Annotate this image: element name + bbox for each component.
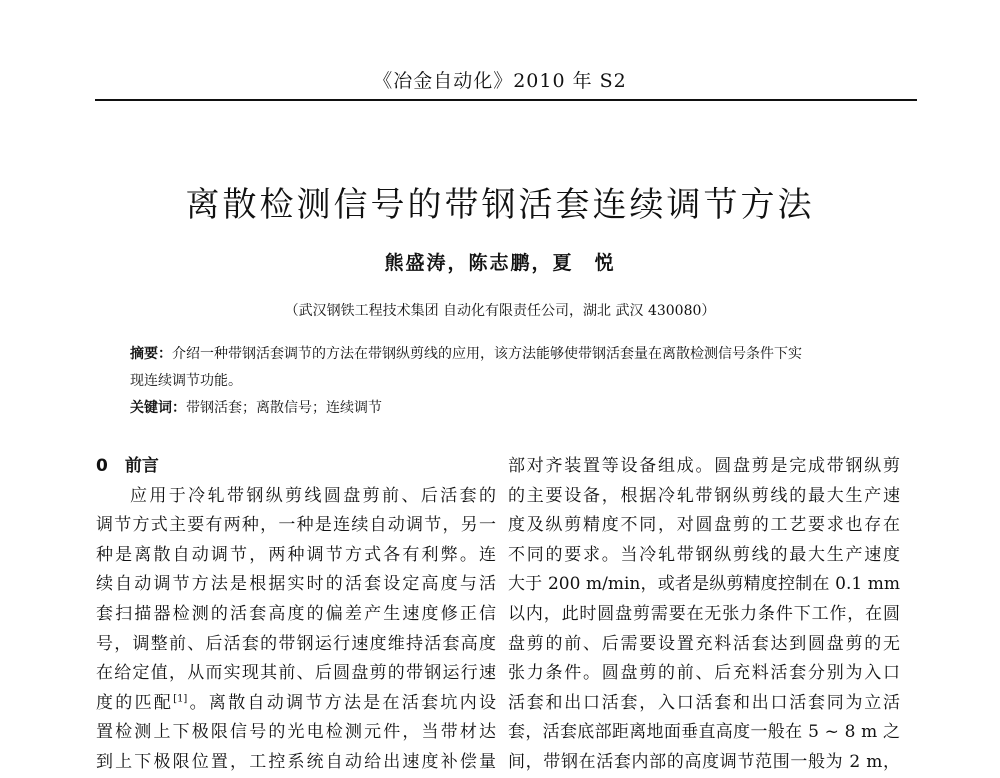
body-line: 以内，此时圆盘剪需要在无张力条件下工作，在圆	[508, 603, 900, 624]
header-rule	[95, 99, 917, 101]
paper-title: 离散检测信号的带钢活套连续调节方法	[185, 185, 815, 225]
body-line: 度及纵剪精度不同，对圆盘剪的工艺要求也存在	[508, 515, 900, 536]
body-line: 的主要设备，根据冷轧带钢纵剪线的最大生产速	[508, 485, 900, 506]
keywords-label: 关键词：	[130, 400, 186, 416]
body-line: 活套和出口活套，入口活套和出口活套同为立活	[508, 692, 900, 713]
body-line: 在给定值，从而实现其前、后圆盘剪的带钢运行速	[96, 663, 496, 684]
section-heading	[96, 452, 496, 482]
abstract-text-2: 现连续调节功能。	[130, 373, 242, 389]
paper-authors: 熊盛涛，陈志鹏，夏 悦	[384, 252, 616, 274]
running-head: 《冶金自动化》2010 年 S2	[373, 70, 627, 92]
body-text: 度的匹配	[96, 692, 174, 713]
section-title: 前言	[124, 456, 159, 476]
body-line: 到上下极限位置，工控系统自动给出速度补偿量	[96, 751, 496, 772]
abstract-line-1	[130, 343, 900, 363]
right-column	[508, 452, 900, 778]
citation-ref: [1]	[173, 693, 188, 705]
keywords-text: 带钢活套；离散信号；连续调节	[186, 400, 382, 416]
body-line: 盘剪的前、后需要设置充料活套达到圆盘剪的无	[508, 633, 900, 654]
body-line: 大于 200 m/min，或者是纵剪精度控制在 0.1 mm	[508, 574, 900, 595]
body-line-with-citation	[96, 689, 496, 719]
body-line: 部对齐装置等设备组成。圆盘剪是完成带钢纵剪	[508, 456, 900, 476]
body-line: 套，活套底部距离地面垂直高度一般在 5 ~ 8 m 之	[508, 722, 900, 743]
section-number: 0	[96, 456, 108, 476]
body-line: 不同的要求。当冷轧带钢纵剪线的最大生产速度	[508, 544, 900, 565]
body-text: 。离散自动调节方法是在活套坑内设	[187, 692, 497, 713]
body-line: 应用于冷轧带钢纵剪线圆盘剪前、后活套的	[130, 485, 496, 506]
keywords-line	[130, 397, 900, 417]
abstract-line-2	[130, 370, 900, 390]
paper-affiliation: （武汉钢铁工程技术集团 自动化有限责任公司，湖北 武汉 430080）	[284, 303, 716, 319]
body-line: 套扫描器检测的活套高度的偏差产生速度修正信	[96, 603, 496, 624]
body-line: 间，带钢在活套内部的高度调节范围一般为 2 m，	[508, 751, 900, 772]
body-line: 续自动调节方法是根据实时的活套设定高度与活	[96, 574, 496, 595]
abstract-text-1: 介绍一种带钢活套调节的方法在带钢纵剪线的应用，该方法能够使带钢活套量在离散检测信号条件下实	[172, 346, 802, 362]
abstract-label: 摘要：	[130, 346, 172, 362]
body-line: 置检测上下极限信号的光电检测元件，当带材达	[96, 722, 496, 743]
body-line: 调节方式主要有两种，一种是连续自动调节，另一	[96, 515, 496, 536]
left-column	[96, 452, 496, 778]
body-line: 种是离散自动调节，两种调节方式各有利弊。连	[96, 544, 496, 565]
body-line: 张力条件。圆盘剪的前、后充料活套分别为入口	[508, 663, 900, 684]
body-line: 号，调整前、后活套的带钢运行速度维持活套高度	[96, 633, 496, 654]
